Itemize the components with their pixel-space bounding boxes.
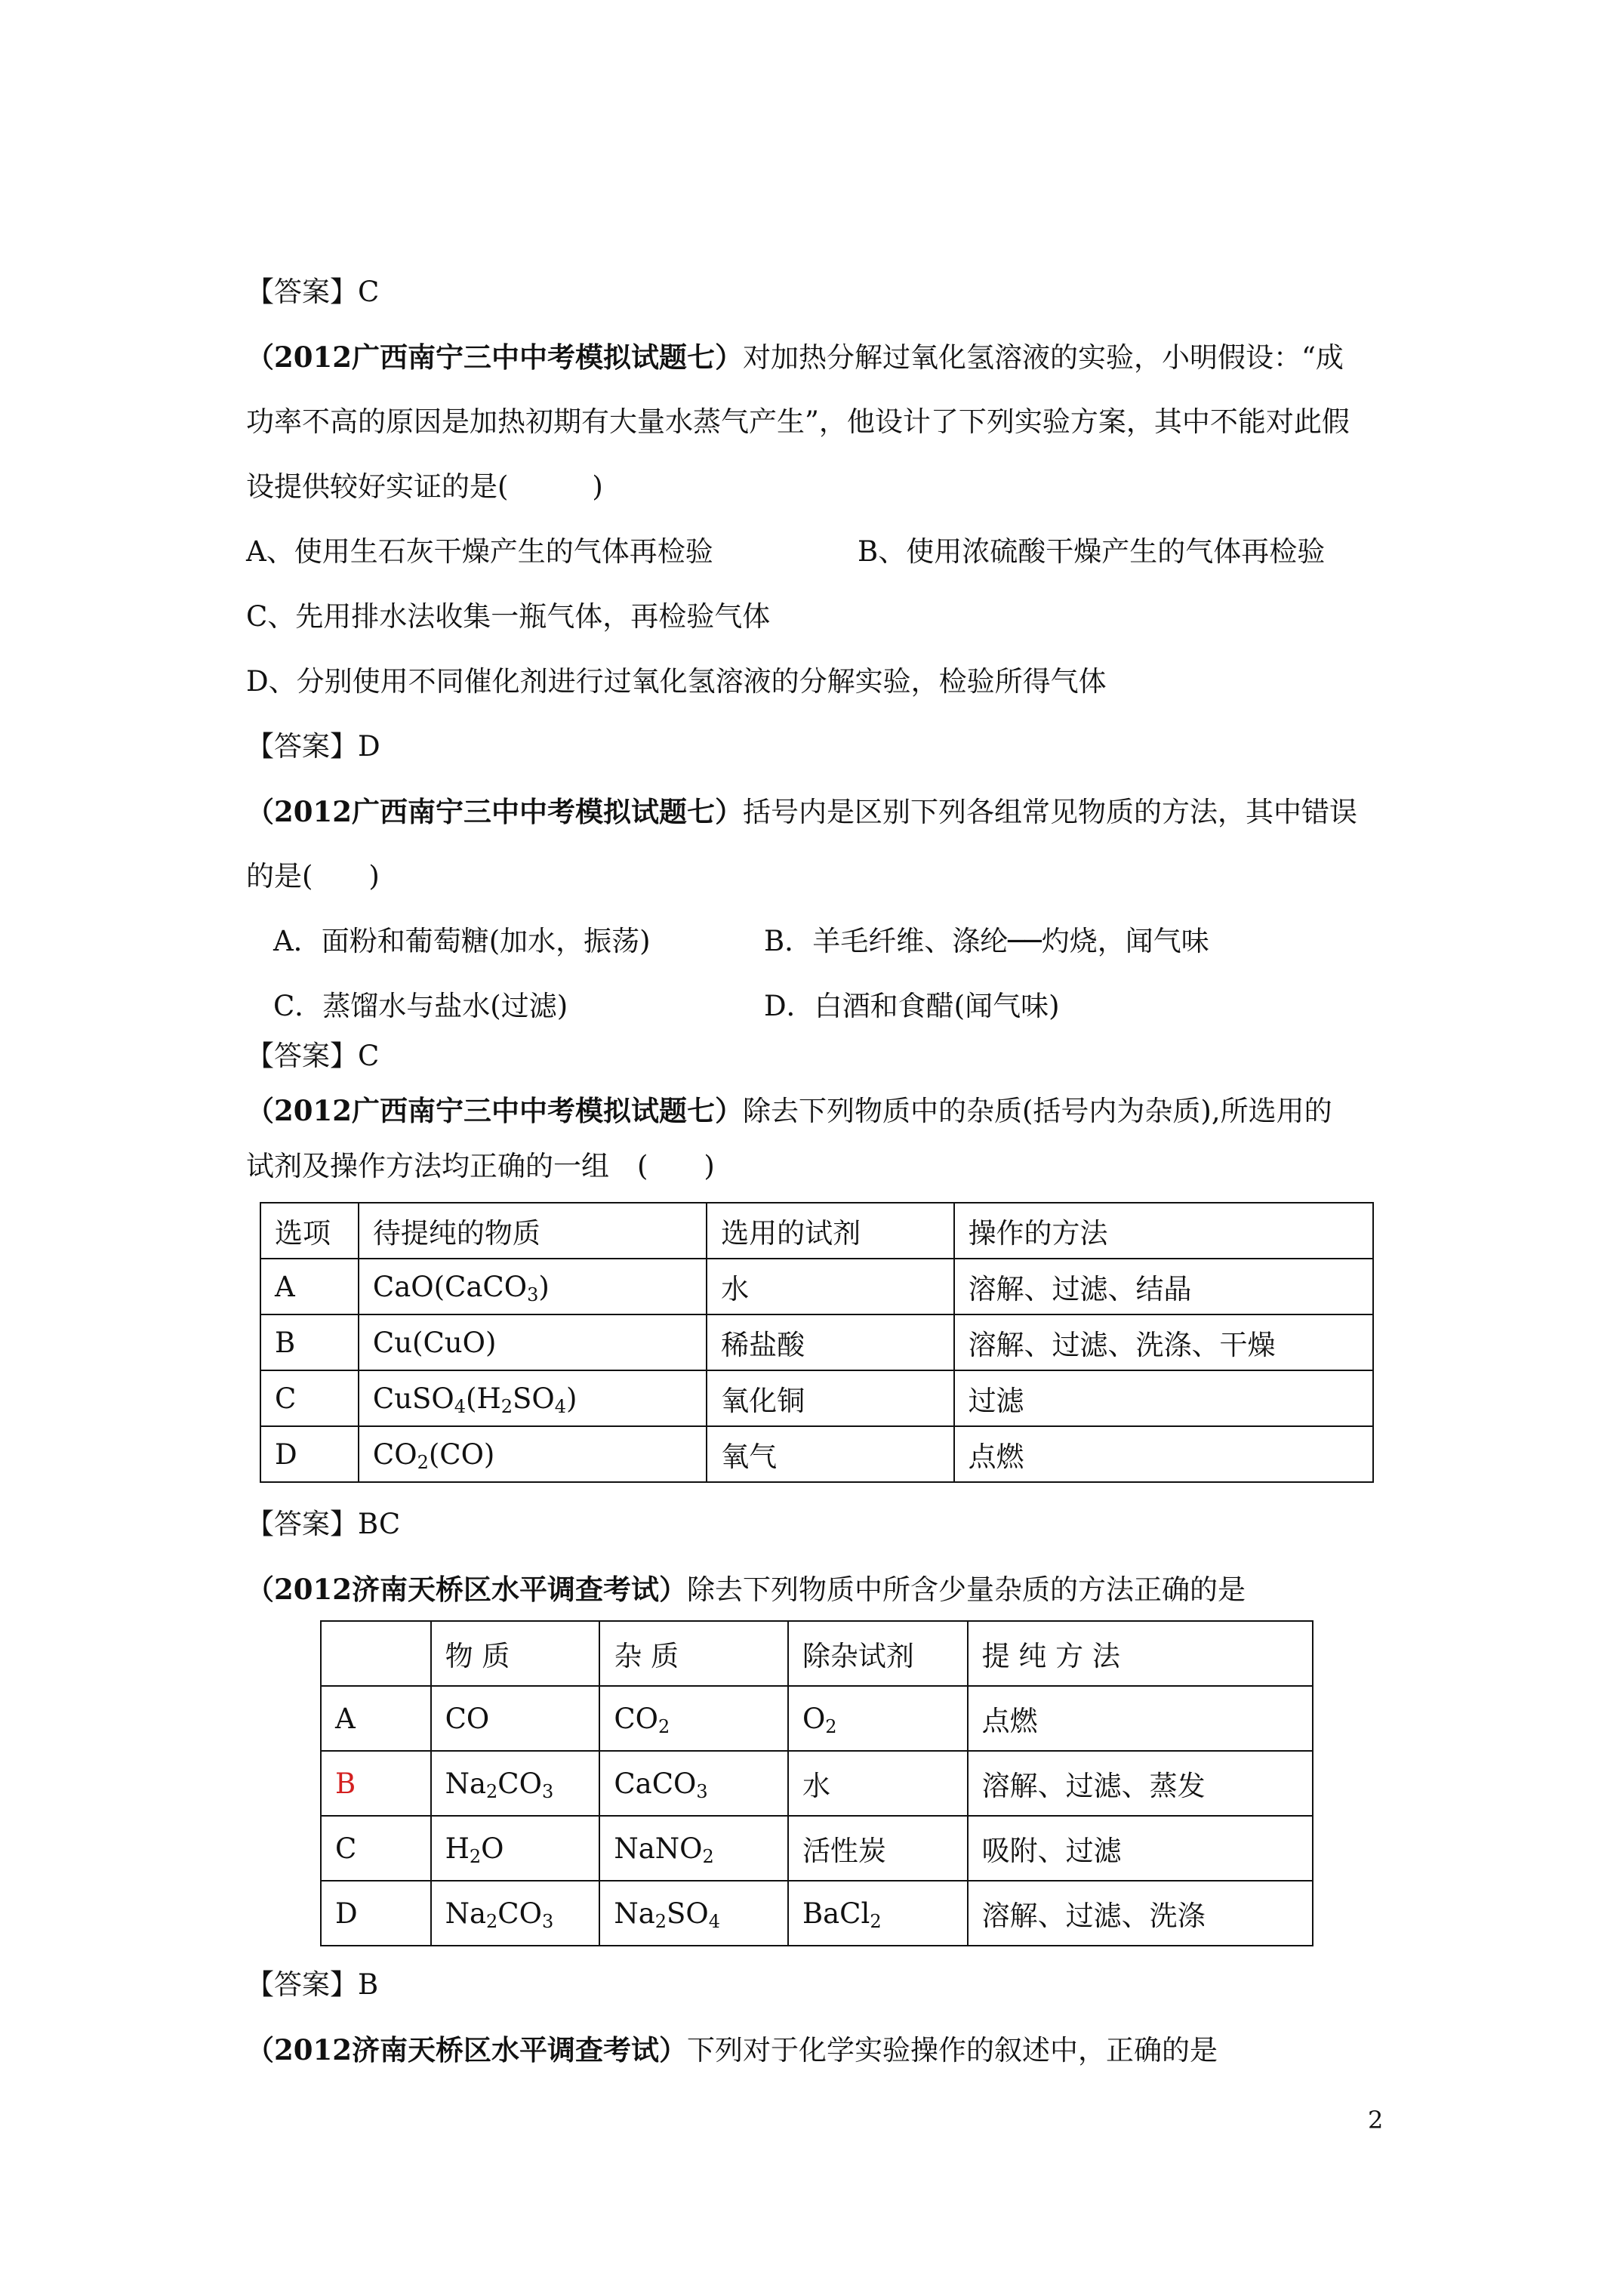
table-cell: A bbox=[321, 1686, 431, 1751]
question-text: 除去下列物质中所含少量杂质的方法正确的是 bbox=[686, 1573, 1246, 1606]
table-header-row bbox=[321, 1621, 1313, 1686]
question-source: （2012广西南宁三中中考模拟试题七） bbox=[246, 795, 743, 828]
question-1-line-3: 设提供较好实证的是( ) bbox=[246, 470, 603, 503]
question-text: 括号内是区别下列各组常见物质的方法，其中错误 bbox=[742, 796, 1357, 828]
question-2-line-1 bbox=[246, 793, 1357, 831]
table-cell: 氧气 bbox=[707, 1426, 953, 1482]
option-b: B、使用浓硫酸干燥产生的气体再检验 bbox=[858, 535, 1326, 568]
option-d: D．白酒和食醋(闻气味) bbox=[764, 990, 1060, 1022]
table-cell: 水 bbox=[788, 1751, 968, 1816]
table-cell: BaCl$_2$ bbox=[788, 1881, 968, 1946]
question-source: （2012广西南宁三中中考模拟试题七） bbox=[246, 1094, 743, 1127]
table-header-cell: 选用的试剂 bbox=[707, 1203, 953, 1259]
question-source: （2012济南天桥区水平调查考试） bbox=[246, 2033, 687, 2066]
table-header-cell: 待提纯的物质 bbox=[359, 1203, 707, 1259]
table-cell: $CO_2$ bbox=[599, 1686, 788, 1751]
table-row bbox=[321, 1751, 1313, 1816]
table-cell: $Na_2SO_4$ bbox=[599, 1881, 788, 1946]
answer-1: 【答案】C bbox=[246, 276, 380, 308]
table-1 bbox=[260, 1202, 1374, 1483]
table-cell: 活性炭 bbox=[788, 1816, 968, 1881]
table-header-cell bbox=[321, 1621, 431, 1686]
question-1-line-1 bbox=[246, 338, 1344, 377]
page-number: 2 bbox=[1368, 2106, 1384, 2134]
table-row bbox=[321, 1881, 1313, 1946]
question-1-line-2: 功率不高的原因是加热初期有大量水蒸气产生”，他设计了下列实验方案，其中不能对此假 bbox=[246, 405, 1350, 438]
table-cell: C bbox=[260, 1370, 359, 1426]
table-row bbox=[260, 1370, 1373, 1426]
table-cell: 氧化铜 bbox=[707, 1370, 953, 1426]
option-a: A．面粉和葡萄糖(加水，振荡) bbox=[273, 925, 651, 957]
table-cell: 水 bbox=[707, 1259, 953, 1314]
option-c: C、先用排水法收集一瓶气体，再检验气体 bbox=[246, 600, 771, 633]
table-cell: C bbox=[321, 1816, 431, 1881]
answer-3: 【答案】C bbox=[246, 1040, 380, 1072]
table-cell: 溶解、过滤、蒸发 bbox=[968, 1751, 1313, 1816]
table-header-cell: 杂 质 bbox=[599, 1621, 788, 1686]
answer-4: 【答案】BC bbox=[246, 1508, 401, 1540]
question-text: 对加热分解过氧化氢溶液的实验，小明假设：“成 bbox=[742, 341, 1344, 374]
table-cell: $CuSO_4(H_2SO_4)$ bbox=[359, 1370, 707, 1426]
table-row bbox=[260, 1314, 1373, 1370]
question-text: 下列对于化学实验操作的叙述中，正确的是 bbox=[686, 2034, 1218, 2066]
table-cell: 溶解、过滤、结晶 bbox=[954, 1259, 1373, 1314]
table-header-cell: 物 质 bbox=[431, 1621, 600, 1686]
option-d: D、分别使用不同催化剂进行过氧化氢溶液的分解实验，检验所得气体 bbox=[246, 665, 1107, 698]
table-cell: $H_2O$ bbox=[431, 1816, 600, 1881]
table-cell: $Na_2CO_3$ bbox=[431, 1881, 600, 1946]
table-2 bbox=[320, 1620, 1313, 1946]
table-cell: 过滤 bbox=[954, 1370, 1373, 1426]
question-2-line-2: 的是( ) bbox=[246, 860, 380, 892]
table-cell-highlight: B bbox=[321, 1751, 431, 1816]
table-cell: CaCO$_3$ bbox=[599, 1751, 788, 1816]
table-cell: D bbox=[260, 1426, 359, 1482]
table-header-row bbox=[260, 1203, 1373, 1259]
table-cell: NaNO$_2$ bbox=[599, 1816, 788, 1881]
question-source: （2012广西南宁三中中考模拟试题七） bbox=[246, 341, 743, 374]
table-cell: 稀盐酸 bbox=[707, 1314, 953, 1370]
question-text: 除去下列物质中的杂质(括号内为杂质),所选用的 bbox=[742, 1095, 1332, 1127]
table-cell: $Na_2CO_3$ bbox=[431, 1751, 600, 1816]
table-cell: D bbox=[321, 1881, 431, 1946]
table-header-cell: 除杂试剂 bbox=[788, 1621, 968, 1686]
table-row bbox=[321, 1686, 1313, 1751]
question-source: （2012济南天桥区水平调查考试） bbox=[246, 1573, 687, 1606]
table-header-cell: 选项 bbox=[260, 1203, 359, 1259]
option-a: A、使用生石灰干燥产生的气体再检验 bbox=[246, 535, 713, 568]
table-cell: 吸附、过滤 bbox=[968, 1816, 1313, 1881]
question-3-line-2: 试剂及操作方法均正确的一组 ( ) bbox=[246, 1150, 715, 1182]
table-cell: 点燃 bbox=[954, 1426, 1373, 1482]
option-c: C．蒸馏水与盐水(过滤) bbox=[273, 990, 568, 1022]
table-cell: 溶解、过滤、洗涤、干燥 bbox=[954, 1314, 1373, 1370]
table-row bbox=[260, 1426, 1373, 1482]
table-cell: $O_2$ bbox=[788, 1686, 968, 1751]
table-cell: 点燃 bbox=[968, 1686, 1313, 1751]
answer-2: 【答案】D bbox=[246, 730, 380, 763]
option-b: B．羊毛纤维、涤纶──灼烧，闻气味 bbox=[764, 925, 1209, 957]
table-header-cell: 操作的方法 bbox=[954, 1203, 1373, 1259]
table-cell: CO bbox=[431, 1686, 600, 1751]
table-cell: $CO_2(CO)$ bbox=[359, 1426, 707, 1482]
table-header-cell: 提 纯 方 法 bbox=[968, 1621, 1313, 1686]
question-4-line-1 bbox=[246, 1570, 1246, 1609]
table-cell: CaO(CaCO$_3$) bbox=[359, 1259, 707, 1314]
answer-5: 【答案】B bbox=[246, 1968, 379, 2001]
table-cell: 溶解、过滤、洗涤 bbox=[968, 1881, 1313, 1946]
question-5-line-1 bbox=[246, 2031, 1218, 2069]
table-row bbox=[260, 1259, 1373, 1314]
question-3-line-1 bbox=[246, 1092, 1332, 1130]
table-cell: B bbox=[260, 1314, 359, 1370]
table-cell: A bbox=[260, 1259, 359, 1314]
table-row bbox=[321, 1816, 1313, 1881]
table-cell: Cu(CuO) bbox=[359, 1314, 707, 1370]
